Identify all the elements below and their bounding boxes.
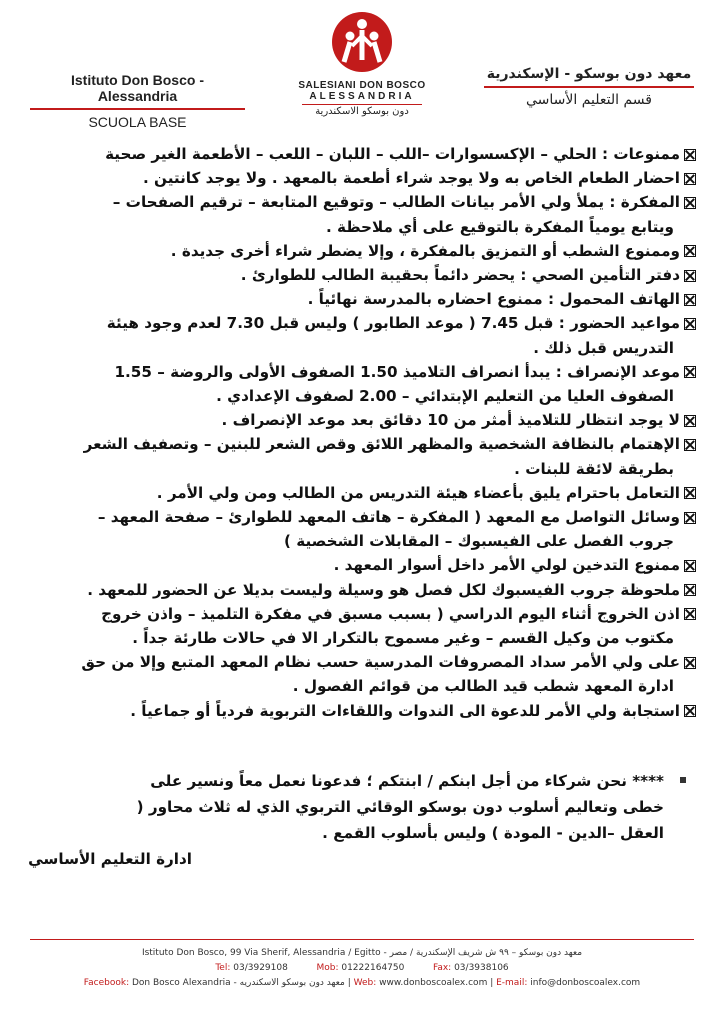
logo-name-line3: دون بوسكو الاسكندرية (315, 106, 409, 117)
checkbox-x-icon (684, 608, 696, 620)
logo-name-line2: ALESSANDRIA (302, 91, 422, 105)
note-line: **** نحن شركاء من أجل ابنكم / ابنتكم ؛ فدعونا نعمل معاً ونسير على (150, 772, 664, 790)
tel-label: Tel: (215, 963, 231, 973)
logo-name-line1: SALESIANI DON BOSCO (298, 80, 426, 91)
school-name-latin: Istituto Don Bosco - Alessandria (30, 72, 245, 110)
salesian-logo-icon (330, 10, 394, 74)
footer-contacts (30, 961, 694, 976)
checkbox-x-icon (684, 245, 696, 257)
rule-text: اذن الخروج أثناء اليوم الدراسي ( بسبب مسبق في مفكرة التلميذ – واذن خروج (101, 604, 680, 623)
rule-text: ادارة المعهد شطب قيد الطالب من قوائم الفصول . (292, 677, 674, 696)
rule-text: لا يوجد انتظار للتلاميذ أمثر من 10 دقائق بعد موعد الإنصراف . (221, 411, 680, 430)
mob-value: 01222164750 (341, 963, 405, 973)
checkbox-x-icon (684, 560, 696, 572)
email-label: E-mail: (496, 978, 528, 988)
rule-text: ممنوع التدخين لولي الأمر داخل أسوار المعهد . (333, 556, 680, 575)
footer-address: Istituto Don Bosco, 99 Via Sherif, Alessandria / Egitto - معهد دون بوسكو – ٩٩ ش شريف الإسكندرية / مصر (141, 948, 583, 958)
checkbox-x-icon (684, 512, 696, 524)
checkbox-x-icon (684, 415, 696, 427)
facebook-link[interactable]: Don Bosco Alexandria - معهد دون بوسكو الاسكندريه (131, 978, 345, 988)
web-link[interactable]: www.donboscoalex.com (379, 978, 488, 988)
rule-text: على ولي الأمر سداد المصروفات المدرسية حسب نظام المعهد المتبع وإلا من حق (81, 653, 680, 672)
rule-item (28, 602, 696, 650)
school-logo (292, 10, 432, 117)
note-line: العقل –الدين - المودة ) وليس بأسلوب القمع . (322, 824, 664, 842)
rule-text: ملحوظة جروب الفيسبوك لكل فصل هو وسيلة وليست بديلا عن الحضور للمعهد . (87, 580, 680, 599)
checkbox-x-icon (684, 197, 696, 209)
rule-item (28, 481, 696, 505)
rule-text: التعامل باحترام يليق بأعضاء هيئة التدريس من الطالب ومن ولي الأمر . (156, 483, 680, 502)
school-name-arabic: معهد دون بوسكو - الإسكندرية (484, 66, 694, 88)
fax-label: Fax: (432, 963, 452, 973)
rule-item (28, 287, 696, 311)
rule-item (28, 190, 696, 238)
section-name-latin: SCUOLA BASE (88, 114, 187, 130)
facebook-label: Facebook: (83, 978, 130, 988)
rule-item (28, 553, 696, 577)
rule-item (28, 505, 696, 553)
fax-value: 03/3938106 (454, 963, 509, 973)
header-left (30, 72, 245, 130)
note-line: خطى وتعاليم أسلوب دون بوسكو الوقائي التربوي الذي له ثلاث محاور ( (136, 798, 664, 816)
rule-text: الإهتمام بالنظافة الشخصية والمظهر اللائق وقص الشعر للبنين – وتصفيف الشعر (83, 435, 680, 454)
bullet-icon (680, 777, 686, 783)
rules-list (28, 142, 696, 723)
rule-text: المفكرة : يملأ ولي الأمر بيانات الطالب – وتوقيع المتابعة – ترقيم الصفحات – (112, 193, 680, 212)
partnership-note (60, 768, 664, 846)
rule-text: الهاتف المحمول : ممنوع احضاره بالمدرسة نهائياً . (307, 290, 680, 309)
rule-text: احضار الطعام الخاص به ولا يوجد شراء أطعمة بالمعهد . ولا يوجد كانتين . (142, 169, 680, 188)
rule-text: موعد الإنصراف : يبدأ انصراف التلاميذ 1.50 الصفوف الأولى والروضة – 1.55 (114, 362, 680, 381)
mob-label: Mob: (316, 963, 339, 973)
checkbox-x-icon (684, 487, 696, 499)
rule-text: مواعيد الحضور : قبل 7.45 ( موعد الطابور ) وليس قبل 7.30 لعدم وجود هيئة (106, 314, 680, 333)
email-link[interactable]: info@donboscoalex.com (530, 978, 641, 988)
footer-links: Facebook: Don Bosco Alexandria - معهد دون بوسكو الاسكندريه | Web: www.donboscoalex.com | E-mail: info@donboscoalex.com (83, 978, 641, 988)
checkbox-x-icon (684, 366, 696, 378)
footer (30, 939, 694, 991)
checkbox-x-icon (684, 270, 696, 282)
rule-item (28, 166, 696, 190)
rule-text: الصفوف العليا من التعليم الإبتدائي – 2.00 لصفوف الإعدادي . (216, 387, 674, 406)
rule-item (28, 408, 696, 432)
rule-item (28, 578, 696, 602)
rule-item (28, 432, 696, 480)
rule-text: ممنوعات : الحلي – الإكسسوارات –اللب – اللبان – اللعب – الأطعمة الغير صحية (105, 145, 680, 163)
rule-item (28, 650, 696, 698)
tel-value: 03/3929108 (233, 963, 288, 973)
rule-item (28, 263, 696, 287)
rule-item (28, 142, 696, 166)
checkbox-x-icon (684, 318, 696, 330)
checkbox-x-icon (684, 439, 696, 451)
signature: ادارة التعليم الأساسي (28, 850, 192, 868)
checkbox-x-icon (684, 173, 696, 185)
checkbox-x-icon (684, 294, 696, 306)
rule-text: مكتوب من وكيل القسم – وغير مسموح بالتكرار الا في حالات طارئة جداً . (132, 629, 674, 648)
rule-text: استجابة ولي الأمر للدعوة الى الندوات واللقاءات التربوية فردياً أو جماعياً . (130, 701, 680, 720)
rule-text: ويتابع يومياً المفكرة بالتوقيع على أي ملاحظة . (326, 217, 674, 236)
section-name-arabic: قسم التعليم الأساسي (526, 92, 652, 108)
rule-text: بطريقة لائقة للبنات . (514, 459, 674, 478)
rule-text: دفتر التأمين الصحي : يحضر دائماً بحقيبة الطالب للطوارئ . (240, 266, 680, 285)
rule-text: وممنوع الشطب أو التمزيق بالمفكرة ، وإلا يضطر شراء أخرى جديدة . (170, 241, 680, 260)
header-right (484, 66, 694, 108)
checkbox-x-icon (684, 705, 696, 717)
rule-text: التدريس قبل ذلك . (533, 338, 674, 357)
rule-item (28, 360, 696, 408)
rule-item (28, 699, 696, 723)
rule-text: جروب الفصل على الفيسبوك – المقابلات الشخصية ) (284, 532, 674, 551)
rule-item (28, 239, 696, 263)
rule-item (28, 311, 696, 359)
checkbox-x-icon (684, 584, 696, 596)
checkbox-x-icon (684, 657, 696, 669)
web-label: Web: (353, 978, 377, 988)
rule-text: وسائل التواصل مع المعهد ( المفكرة – هاتف المعهد للطوارئ – صفحة المعهد – (97, 508, 680, 527)
checkbox-x-icon (684, 149, 696, 161)
